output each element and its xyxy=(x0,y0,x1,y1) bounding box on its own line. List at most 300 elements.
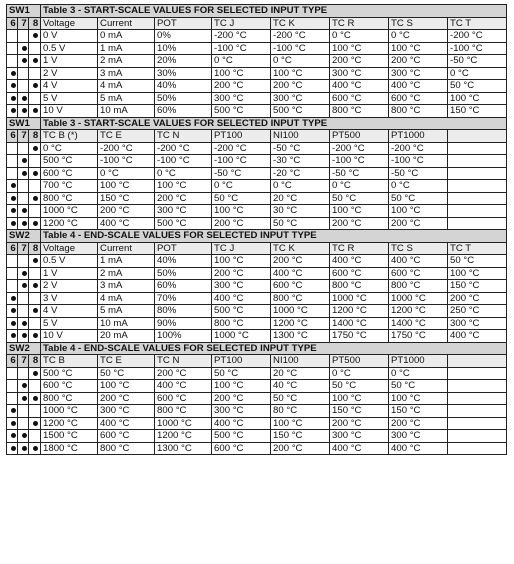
value-cell: 1500 °C xyxy=(41,430,98,443)
dip-switch-cell xyxy=(18,67,29,80)
dip-on-dot-icon xyxy=(33,258,38,263)
dip-switch-cell xyxy=(7,392,18,405)
dip-switch-cell xyxy=(29,442,41,455)
dip-switch-cell xyxy=(7,317,18,330)
value-cell: 0 °C xyxy=(330,180,389,193)
column-header: TC N xyxy=(155,355,212,368)
dip-on-dot-icon xyxy=(22,396,27,401)
value-cell: -200 °C xyxy=(212,142,271,155)
value-cell: 150 °C xyxy=(448,280,507,293)
dip-switch-cell xyxy=(29,192,41,205)
dip-on-dot-icon xyxy=(11,71,16,76)
value-cell: 400 °C xyxy=(330,80,389,93)
value-cell: 0 °C xyxy=(212,180,271,193)
value-cell: 1200 °C xyxy=(389,305,448,318)
value-cell: 200 °C xyxy=(212,217,271,230)
dip-on-dot-icon xyxy=(22,208,27,213)
value-cell: 10 V xyxy=(41,105,98,118)
switch-label: SW2 xyxy=(7,342,41,355)
value-cell: 100 °C xyxy=(389,205,448,218)
dip-bit-header: 6 xyxy=(7,355,18,368)
value-cell: 1750 °C xyxy=(389,330,448,343)
dip-on-dot-icon xyxy=(33,308,38,313)
dip-on-dot-icon xyxy=(11,221,16,226)
value-cell: -100 °C xyxy=(271,42,330,55)
value-cell: 500 °C xyxy=(212,430,271,443)
value-cell: 200 °C xyxy=(330,417,389,430)
value-cell: 100 °C xyxy=(330,205,389,218)
value-cell xyxy=(448,180,507,193)
value-cell: 4 mA xyxy=(98,80,155,93)
value-cell: 5 V xyxy=(41,317,98,330)
value-cell: 40% xyxy=(155,255,212,268)
value-cell: 800 °C xyxy=(330,105,389,118)
value-cell: 3 V xyxy=(41,292,98,305)
value-cell: 50 °C xyxy=(330,380,389,393)
value-cell: 600 °C xyxy=(155,392,212,405)
value-cell: 30% xyxy=(155,67,212,80)
value-cell: 800 °C xyxy=(41,392,98,405)
value-cell: -200 °C xyxy=(389,142,448,155)
value-cell: 100 °C xyxy=(448,267,507,280)
dip-switch-cell xyxy=(18,142,29,155)
column-header-row xyxy=(7,17,507,30)
value-cell: -200 °C xyxy=(271,30,330,43)
table-body xyxy=(7,5,507,455)
dip-switch-cell xyxy=(7,442,18,455)
value-cell: 70% xyxy=(155,292,212,305)
value-cell: 200 °C xyxy=(389,217,448,230)
table-row xyxy=(7,180,507,193)
value-cell: 300 °C xyxy=(212,280,271,293)
dip-switch-cell xyxy=(18,267,29,280)
value-cell: 60% xyxy=(155,105,212,118)
dip-on-dot-icon xyxy=(33,58,38,63)
column-header: TC B (*) xyxy=(41,130,98,143)
value-cell: 1000 °C xyxy=(41,405,98,418)
value-cell: 90% xyxy=(155,317,212,330)
table-row xyxy=(7,405,507,418)
value-cell: 500 °C xyxy=(212,305,271,318)
dip-bit-header: 6 xyxy=(7,17,18,30)
value-cell: 400 °C xyxy=(271,267,330,280)
value-cell: 4 mA xyxy=(98,292,155,305)
value-cell: 100 °C xyxy=(271,67,330,80)
value-cell: 1200 °C xyxy=(155,430,212,443)
value-cell: 1200 °C xyxy=(41,417,98,430)
value-cell: 1 mA xyxy=(98,255,155,268)
dip-switch-cell xyxy=(7,280,18,293)
value-cell: 200 °C xyxy=(212,267,271,280)
dip-on-dot-icon xyxy=(11,196,16,201)
value-cell: -50 °C xyxy=(330,167,389,180)
value-cell xyxy=(448,417,507,430)
dip-bit-header: 7 xyxy=(18,355,29,368)
value-cell: 0 °C xyxy=(271,180,330,193)
value-cell: 40% xyxy=(155,80,212,93)
value-cell: 300 °C xyxy=(448,317,507,330)
dip-switch-cell xyxy=(18,255,29,268)
column-header: TC R xyxy=(330,17,389,30)
dip-on-dot-icon xyxy=(33,108,38,113)
dip-on-dot-icon xyxy=(22,333,27,338)
value-cell: 80% xyxy=(155,305,212,318)
value-cell xyxy=(448,380,507,393)
column-header: TC E xyxy=(98,130,155,143)
value-cell: 300 °C xyxy=(330,430,389,443)
dip-switch-cell xyxy=(18,305,29,318)
value-cell: 100 °C xyxy=(212,67,271,80)
table-row xyxy=(7,205,507,218)
value-cell: 500 °C xyxy=(212,105,271,118)
value-cell xyxy=(448,392,507,405)
table-title: Table 4 - END-SCALE VALUES FOR SELECTED INPUT TYPE xyxy=(41,342,507,355)
column-header: PT100 xyxy=(212,355,271,368)
value-cell: -200 °C xyxy=(155,142,212,155)
dip-on-dot-icon xyxy=(33,333,38,338)
table-row xyxy=(7,155,507,168)
value-cell xyxy=(448,167,507,180)
value-cell: 800 °C xyxy=(389,280,448,293)
value-cell: -50 °C xyxy=(212,167,271,180)
value-cell: 800 °C xyxy=(389,105,448,118)
dip-on-dot-icon xyxy=(11,333,16,338)
dip-switch-cell xyxy=(18,42,29,55)
dip-switch-cell xyxy=(29,80,41,93)
dip-switch-cell xyxy=(18,155,29,168)
dip-switch-cell xyxy=(29,267,41,280)
dip-switch-cell xyxy=(18,367,29,380)
dip-on-dot-icon xyxy=(11,321,16,326)
dip-on-dot-icon xyxy=(11,183,16,188)
value-cell: -20 °C xyxy=(271,167,330,180)
value-cell: 50 °C xyxy=(448,80,507,93)
value-cell: 80 °C xyxy=(271,405,330,418)
dip-bit-header: 7 xyxy=(18,17,29,30)
dip-on-dot-icon xyxy=(33,371,38,376)
column-header: Voltage xyxy=(41,242,98,255)
value-cell: 400 °C xyxy=(98,417,155,430)
table-row xyxy=(7,30,507,43)
table-row xyxy=(7,255,507,268)
value-cell: 4 V xyxy=(41,80,98,93)
dip-switch-cell xyxy=(29,305,41,318)
value-cell: 200 °C xyxy=(98,392,155,405)
value-cell: 50 °C xyxy=(389,192,448,205)
document-page xyxy=(6,4,506,455)
value-cell: 300 °C xyxy=(98,405,155,418)
value-cell: 300 °C xyxy=(330,67,389,80)
value-cell: -100 °C xyxy=(98,155,155,168)
column-header: Voltage xyxy=(41,17,98,30)
value-cell: 1200 °C xyxy=(330,305,389,318)
value-cell: 1000 °C xyxy=(330,292,389,305)
dip-switch-cell xyxy=(7,55,18,68)
value-cell: 50 °C xyxy=(98,367,155,380)
column-header: TC T xyxy=(448,17,507,30)
dip-switch-cell xyxy=(29,105,41,118)
dip-switch-cell xyxy=(7,205,18,218)
value-cell: 3 mA xyxy=(98,280,155,293)
dip-switch-cell xyxy=(29,55,41,68)
dip-switch-cell xyxy=(29,317,41,330)
value-cell: 50% xyxy=(155,92,212,105)
column-header-row xyxy=(7,242,507,255)
value-cell: 20 mA xyxy=(98,330,155,343)
dip-switch-cell xyxy=(7,80,18,93)
value-cell: -200 °C xyxy=(448,30,507,43)
column-header: TC S xyxy=(389,17,448,30)
value-cell: -100 °C xyxy=(389,155,448,168)
dip-on-dot-icon xyxy=(11,108,16,113)
value-cell: 1800 °C xyxy=(41,442,98,455)
dip-switch-cell xyxy=(18,105,29,118)
dip-bit-header: 8 xyxy=(29,130,41,143)
value-cell: 50 °C xyxy=(212,192,271,205)
dip-switch-cell xyxy=(18,442,29,455)
value-cell: 2 V xyxy=(41,67,98,80)
dip-on-dot-icon xyxy=(22,433,27,438)
column-header xyxy=(448,130,507,143)
dip-switch-cell xyxy=(18,55,29,68)
switch-label: SW1 xyxy=(7,5,41,18)
dip-on-dot-icon xyxy=(22,383,27,388)
column-header: PT100 xyxy=(212,130,271,143)
value-cell: 0 °C xyxy=(155,167,212,180)
value-cell: -200 °C xyxy=(212,30,271,43)
value-cell: 1400 °C xyxy=(389,317,448,330)
table-title: Table 3 - START-SCALE VALUES FOR SELECTED INPUT TYPE xyxy=(41,117,507,130)
value-cell: 50 °C xyxy=(389,380,448,393)
value-cell: 1000 °C xyxy=(212,330,271,343)
value-cell xyxy=(448,217,507,230)
dip-switch-cell xyxy=(29,142,41,155)
table-row xyxy=(7,392,507,405)
dip-switch-cell xyxy=(18,405,29,418)
column-header: TC E xyxy=(98,355,155,368)
column-header: TC R xyxy=(330,242,389,255)
dip-switch-cell xyxy=(18,317,29,330)
value-cell: 400 °C xyxy=(155,380,212,393)
value-cell: 200 °C xyxy=(389,55,448,68)
dip-on-dot-icon xyxy=(22,46,27,51)
value-cell: 1 V xyxy=(41,55,98,68)
column-header: TC S xyxy=(389,242,448,255)
dip-switch-cell xyxy=(7,67,18,80)
value-cell: 100 °C xyxy=(389,392,448,405)
table-row xyxy=(7,330,507,343)
value-cell: 400 °C xyxy=(330,255,389,268)
dip-bit-header: 8 xyxy=(29,242,41,255)
dip-switch-cell xyxy=(18,380,29,393)
value-cell: 0 mA xyxy=(98,30,155,43)
dip-switch-cell xyxy=(7,430,18,443)
value-cell: 0% xyxy=(155,30,212,43)
table-row xyxy=(7,192,507,205)
value-cell: 2 V xyxy=(41,280,98,293)
table-row xyxy=(7,380,507,393)
section-title-row xyxy=(7,5,507,18)
column-header: PT500 xyxy=(330,355,389,368)
column-header-row xyxy=(7,355,507,368)
table-row xyxy=(7,267,507,280)
switch-label: SW1 xyxy=(7,117,41,130)
table-row xyxy=(7,217,507,230)
value-cell xyxy=(448,405,507,418)
dip-switch-cell xyxy=(7,267,18,280)
dip-switch-cell xyxy=(18,80,29,93)
table-row xyxy=(7,142,507,155)
value-cell: -100 °C xyxy=(212,155,271,168)
column-header: TC K xyxy=(271,17,330,30)
value-cell: -50 °C xyxy=(271,142,330,155)
dip-on-dot-icon xyxy=(22,108,27,113)
value-cell: 1200 °C xyxy=(271,317,330,330)
value-cell: 0 °C xyxy=(389,30,448,43)
value-cell: 100 °C xyxy=(212,205,271,218)
value-cell: 150 °C xyxy=(271,430,330,443)
value-cell: 0 °C xyxy=(271,55,330,68)
value-cell: 600 °C xyxy=(389,92,448,105)
dip-switch-cell xyxy=(18,417,29,430)
dip-switch-cell xyxy=(7,42,18,55)
value-cell: 100 °C xyxy=(271,417,330,430)
table-row xyxy=(7,280,507,293)
dip-on-dot-icon xyxy=(22,321,27,326)
dip-switch-cell xyxy=(29,67,41,80)
table-row xyxy=(7,317,507,330)
dip-bit-header: 8 xyxy=(29,17,41,30)
value-cell: 5 V xyxy=(41,92,98,105)
dip-on-dot-icon xyxy=(22,158,27,163)
value-cell: 1750 °C xyxy=(330,330,389,343)
value-cell: 200 °C xyxy=(271,80,330,93)
value-cell xyxy=(448,142,507,155)
value-cell: 4 V xyxy=(41,305,98,318)
value-cell: 400 °C xyxy=(212,292,271,305)
dip-bit-header: 6 xyxy=(7,242,18,255)
value-cell: 700 °C xyxy=(41,180,98,193)
value-cell: 0 °C xyxy=(389,367,448,380)
dip-on-dot-icon xyxy=(33,221,38,226)
dip-switch-cell xyxy=(7,305,18,318)
value-cell: 300 °C xyxy=(389,67,448,80)
value-cell: 600 °C xyxy=(41,167,98,180)
dip-on-dot-icon xyxy=(22,446,27,451)
column-header: TC K xyxy=(271,242,330,255)
value-cell: -100 °C xyxy=(155,155,212,168)
value-cell: -200 °C xyxy=(330,142,389,155)
column-header: POT xyxy=(155,17,212,30)
dip-on-dot-icon xyxy=(11,296,16,301)
dip-switch-cell xyxy=(29,155,41,168)
value-cell: 600 °C xyxy=(330,267,389,280)
dip-on-dot-icon xyxy=(22,58,27,63)
table-row xyxy=(7,167,507,180)
value-cell: 1 mA xyxy=(98,42,155,55)
dip-switch-cell xyxy=(29,92,41,105)
value-cell: 1000 °C xyxy=(41,205,98,218)
value-cell: -100 °C xyxy=(212,42,271,55)
value-cell: 400 °C xyxy=(98,217,155,230)
value-cell: 800 °C xyxy=(98,442,155,455)
value-cell: 200 °C xyxy=(330,55,389,68)
column-header: Current xyxy=(98,17,155,30)
value-cell: 0 °C xyxy=(98,167,155,180)
dip-switch-cell xyxy=(7,142,18,155)
column-header-row xyxy=(7,130,507,143)
value-cell: 250 °C xyxy=(448,305,507,318)
dip-bit-header: 7 xyxy=(18,130,29,143)
value-cell: 20 °C xyxy=(271,367,330,380)
dip-switch-cell xyxy=(18,292,29,305)
value-cell: 300 °C xyxy=(212,405,271,418)
value-cell: 400 °C xyxy=(389,255,448,268)
dip-switch-cell xyxy=(7,167,18,180)
value-cell xyxy=(448,205,507,218)
table-row xyxy=(7,292,507,305)
value-cell: 800 °C xyxy=(155,405,212,418)
value-cell: 10 V xyxy=(41,330,98,343)
column-header: NI100 xyxy=(271,130,330,143)
value-cell: -30 °C xyxy=(271,155,330,168)
column-header: TC J xyxy=(212,242,271,255)
table-row xyxy=(7,417,507,430)
dip-on-dot-icon xyxy=(33,196,38,201)
dip-switch-cell xyxy=(7,180,18,193)
value-cell: 500 °C xyxy=(271,105,330,118)
value-cell: 500 °C xyxy=(41,367,98,380)
column-header: PT1000 xyxy=(389,355,448,368)
value-cell xyxy=(448,155,507,168)
value-cell: 600 °C xyxy=(98,430,155,443)
value-cell: 400 °C xyxy=(389,80,448,93)
dip-switch-cell xyxy=(7,380,18,393)
value-cell: 50 °C xyxy=(212,367,271,380)
value-cell: 0 °C xyxy=(330,30,389,43)
dip-on-dot-icon xyxy=(33,446,38,451)
value-cell xyxy=(448,192,507,205)
dip-switch-cell xyxy=(7,155,18,168)
value-cell: 50% xyxy=(155,267,212,280)
dip-on-dot-icon xyxy=(22,271,27,276)
value-cell: 800 °C xyxy=(41,192,98,205)
dip-switch-cell xyxy=(7,405,18,418)
dip-switch-cell xyxy=(18,180,29,193)
value-cell: 20% xyxy=(155,55,212,68)
dip-switch-cell xyxy=(29,417,41,430)
value-cell xyxy=(448,430,507,443)
dip-on-dot-icon xyxy=(33,421,38,426)
value-cell: 400 °C xyxy=(212,417,271,430)
table-row xyxy=(7,67,507,80)
value-cell: -100 °C xyxy=(330,155,389,168)
value-cell: -200 °C xyxy=(98,142,155,155)
column-header: PT500 xyxy=(330,130,389,143)
table-row xyxy=(7,367,507,380)
value-cell: 100% xyxy=(155,330,212,343)
value-cell: 300 °C xyxy=(389,430,448,443)
dip-bit-header: 8 xyxy=(29,355,41,368)
dip-switch-cell xyxy=(29,167,41,180)
value-cell: 0 °C xyxy=(389,180,448,193)
dip-on-dot-icon xyxy=(33,396,38,401)
section-title-row xyxy=(7,117,507,130)
value-cell: 10 mA xyxy=(98,105,155,118)
value-cell: 5 mA xyxy=(98,305,155,318)
table-row xyxy=(7,430,507,443)
value-cell: -50 °C xyxy=(448,55,507,68)
